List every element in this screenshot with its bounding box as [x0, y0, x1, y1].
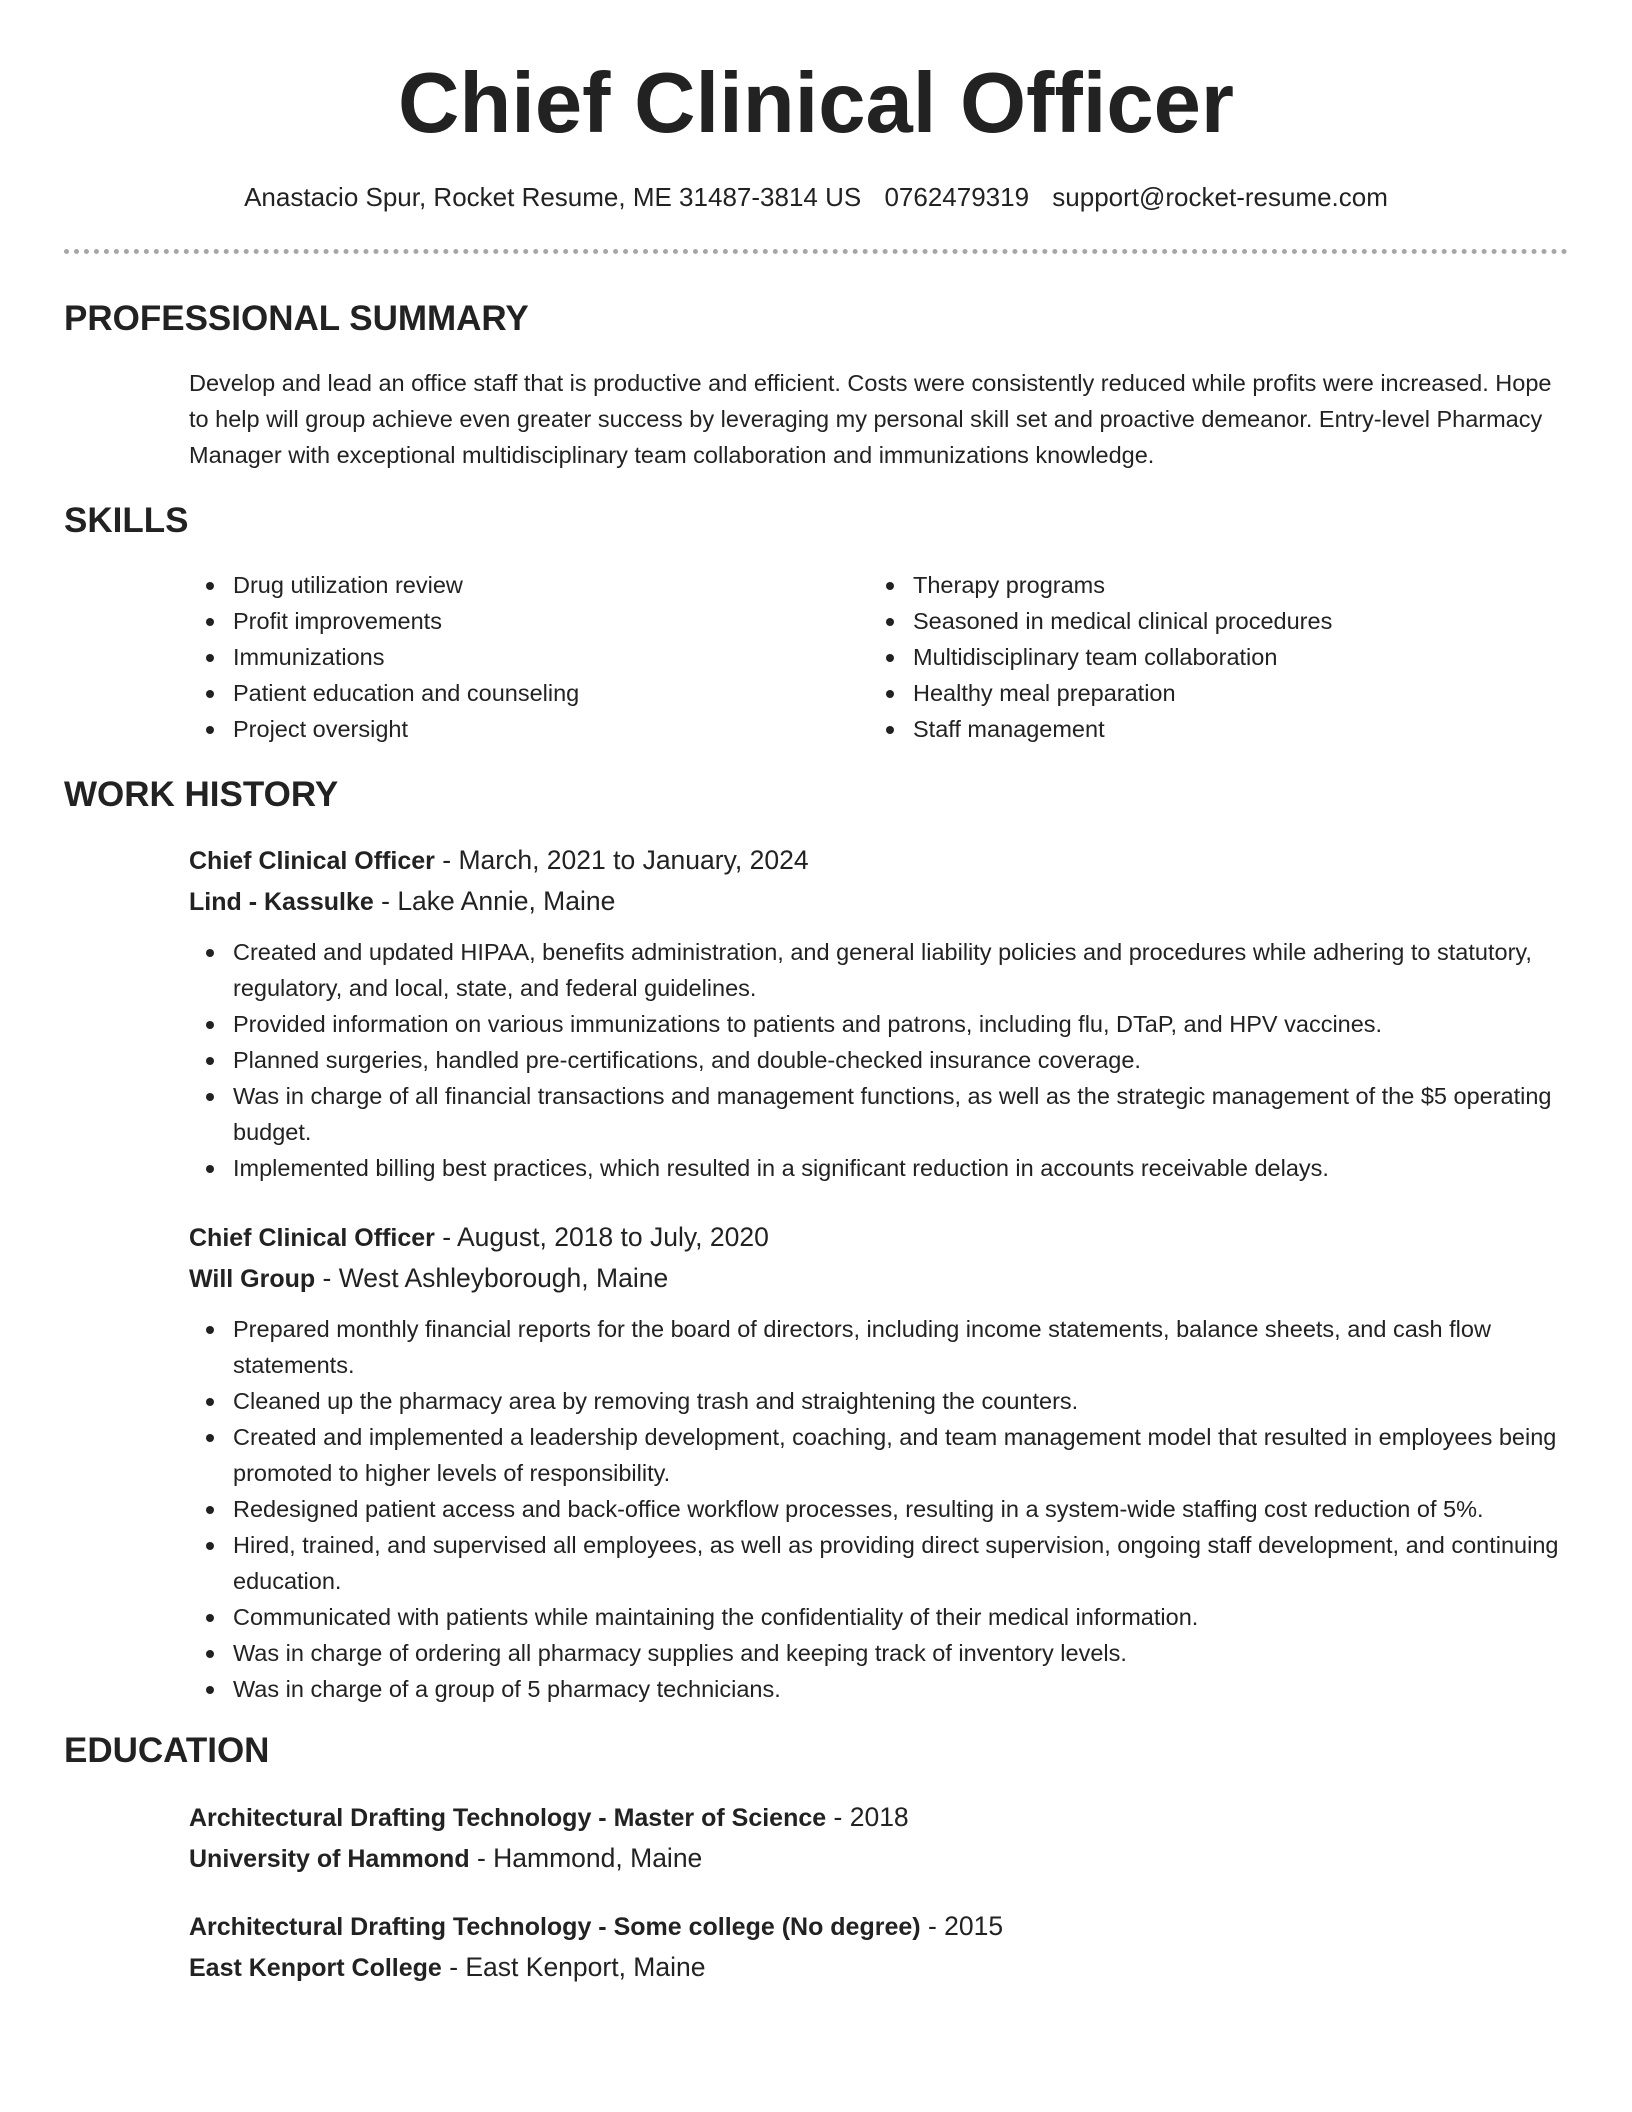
skill-item: Staff management: [869, 711, 1509, 747]
education-school: East Kenport College: [189, 1954, 442, 1982]
skills-heading: SKILLS: [64, 501, 189, 540]
contact-line: [0, 180, 1632, 214]
job-bullet: Was in charge of a group of 5 pharmacy technicians.: [189, 1671, 1569, 1707]
job-bullet: Prepared monthly financial reports for the board of directors, including income statements, balance sheets, and cash flow statements.: [189, 1311, 1569, 1383]
education-school-line: [189, 1947, 1569, 1988]
job-bullet: Redesigned patient access and back-office workflow processes, resulting in a system-wide staffing cost reduction of 5%.: [189, 1491, 1569, 1527]
education-year: - 2015: [920, 1911, 1004, 1941]
job-bullets-block: [189, 934, 1569, 1186]
job-title: Chief Clinical Officer: [189, 1224, 435, 1252]
education-degree: Architectural Drafting Technology - Master of Science: [189, 1804, 827, 1832]
contact-phone: 0762479319: [884, 182, 1030, 212]
skill-item: Seasoned in medical clinical procedures: [869, 603, 1509, 639]
skill-item: Profit improvements: [189, 603, 829, 639]
education-entry: [189, 1797, 1569, 1879]
summary-heading: PROFESSIONAL SUMMARY: [64, 299, 529, 338]
education-location: - East Kenport, Maine: [441, 1952, 706, 1982]
summary-block: [189, 365, 1569, 473]
education-location: - Hammond, Maine: [469, 1843, 703, 1873]
job-location: - West Ashleyborough, Maine: [315, 1263, 669, 1293]
skill-item: Drug utilization review: [189, 567, 829, 603]
work-heading: WORK HISTORY: [64, 775, 339, 814]
job-dates: - March, 2021 to January, 2024: [434, 845, 809, 875]
job-bullet: Communicated with patients while maintaining the confidentiality of their medical information.: [189, 1599, 1569, 1635]
contact-email: support@rocket-resume.com: [1052, 182, 1388, 212]
job-bullet: Implemented billing best practices, which resulted in a significant reduction in accounts receivable delays.: [189, 1150, 1569, 1186]
job-company: Will Group: [189, 1265, 316, 1293]
resume-title: Chief Clinical Officer: [397, 56, 1234, 151]
job-company-line: [189, 1258, 1569, 1299]
education-year: - 2018: [826, 1802, 909, 1832]
education-entry: [189, 1906, 1569, 1988]
job-bullets-block: [189, 1311, 1569, 1707]
summary-text: Develop and lead an office staff that is productive and efficient. Costs were consistently reduced while profits were increased. Hope to help will group achieve even greater success by leveraging my personal skill set and proactive demeanor. Entry-level Pharmacy Manager with exceptional multidisciplinary team collaboration and immunizations knowledge.: [189, 370, 1552, 468]
job-entry: [189, 1217, 1569, 1299]
skills-right-column: [869, 567, 1509, 747]
job-bullet: Was in charge of all financial transactions and management functions, as well as the strategic management of the $5 operating budget.: [189, 1078, 1569, 1150]
job-company-line: [189, 881, 1569, 922]
education-degree-line: [189, 1797, 1569, 1838]
skills-right-list: [869, 567, 1509, 747]
job-company: Lind - Kassulke: [189, 888, 374, 916]
skill-item: Multidisciplinary team collaboration: [869, 639, 1509, 675]
job-bullets: [189, 1311, 1569, 1707]
job-bullet: Cleaned up the pharmacy area by removing trash and straightening the counters.: [189, 1383, 1569, 1419]
job-bullet: Created and updated HIPAA, benefits administration, and general liability policies and procedures while adhering to statutory, regulatory, and local, state, and federal guidelines.: [189, 934, 1569, 1006]
job-bullet: Provided information on various immunizations to patients and patrons, including flu, DTaP, and HPV vaccines.: [189, 1006, 1569, 1042]
skill-item: Therapy programs: [869, 567, 1509, 603]
job-bullet: Planned surgeries, handled pre-certifications, and double-checked insurance coverage.: [189, 1042, 1569, 1078]
job-title-line: [189, 840, 1569, 881]
header-divider: [64, 249, 1568, 254]
job-title-line: [189, 1217, 1569, 1258]
education-school-line: [189, 1838, 1569, 1879]
contact-address: Anastacio Spur, Rocket Resume, ME 31487-3814 US: [244, 182, 862, 212]
education-school: University of Hammond: [189, 1845, 470, 1873]
skill-item: Project oversight: [189, 711, 829, 747]
skill-item: Healthy meal preparation: [869, 675, 1509, 711]
job-dates: - August, 2018 to July, 2020: [434, 1222, 769, 1252]
skill-item: Patient education and counseling: [189, 675, 829, 711]
education-heading: EDUCATION: [64, 1731, 270, 1770]
job-bullet: Created and implemented a leadership development, coaching, and team management model that resulted in employees being promoted to higher levels of responsibility.: [189, 1419, 1569, 1491]
skills-left-column: [189, 567, 829, 747]
job-bullets: [189, 934, 1569, 1186]
skill-item: Immunizations: [189, 639, 829, 675]
job-location: - Lake Annie, Maine: [373, 886, 616, 916]
education-degree-line: [189, 1906, 1569, 1947]
job-entry: [189, 840, 1569, 922]
job-bullet: Was in charge of ordering all pharmacy supplies and keeping track of inventory levels.: [189, 1635, 1569, 1671]
job-title: Chief Clinical Officer: [189, 847, 435, 875]
education-degree: Architectural Drafting Technology - Some college (No degree): [189, 1913, 921, 1941]
skills-left-list: [189, 567, 829, 747]
job-bullet: Hired, trained, and supervised all employees, as well as providing direct supervision, ongoing staff development, and continuing education.: [189, 1527, 1569, 1599]
